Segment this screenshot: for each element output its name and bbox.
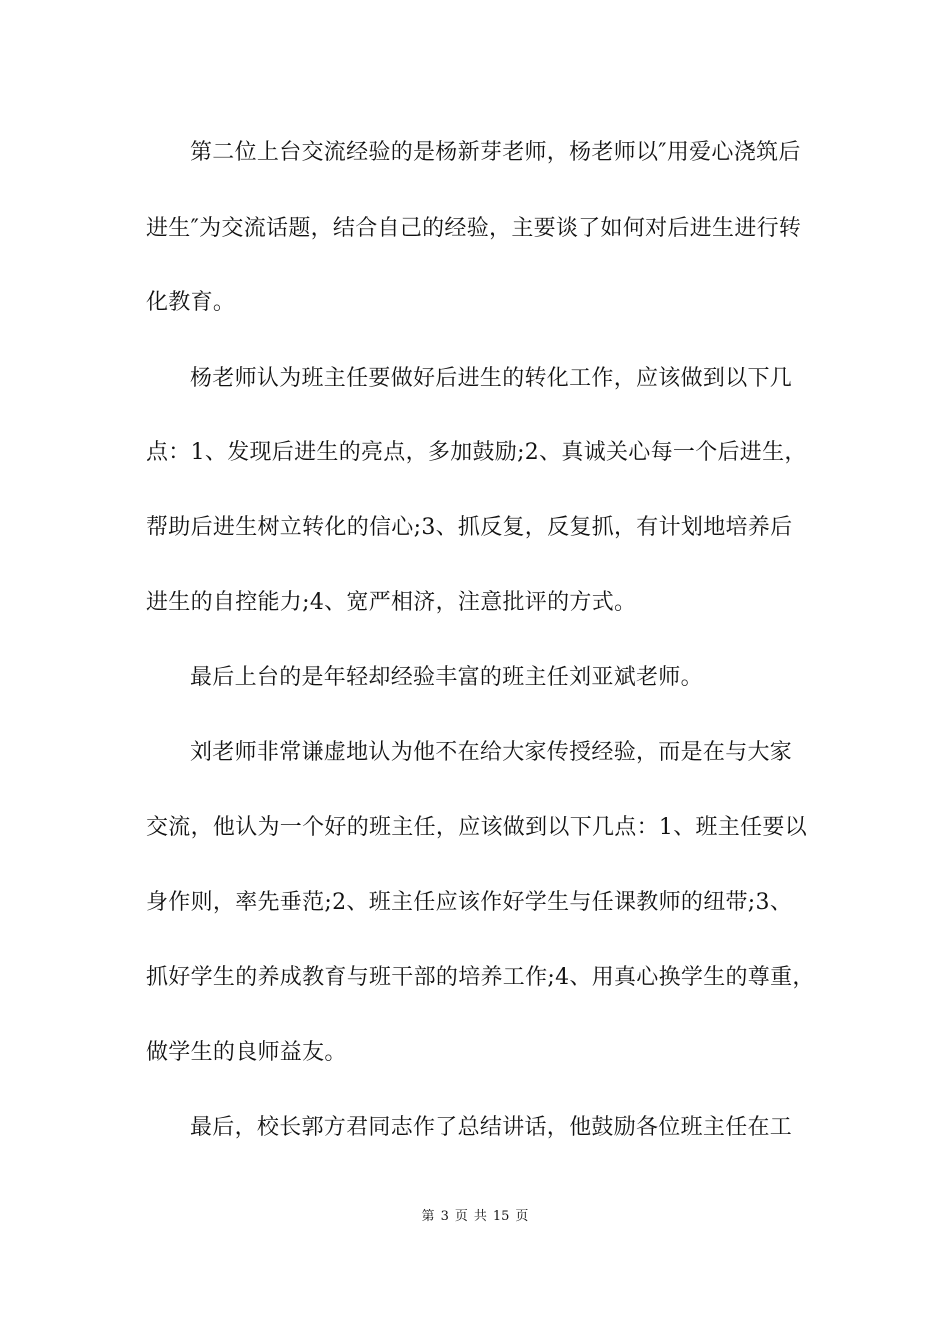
footer-total-pages: 15: [492, 1209, 510, 1224]
paragraph-5-line-1: 最后，校长郭方君同志作了总结讲话，他鼓励各位班主任在工: [190, 1115, 793, 1140]
paragraph-3-line-1: 最后上台的是年轻却经验丰富的班主任刘亚斌老师。: [190, 665, 703, 690]
footer-label-page: 页: [454, 1209, 468, 1224]
paragraph-4-line-3: 身作则，率先垂范;2、班主任应该作好学生与任课教师的纽带;3、: [146, 890, 793, 915]
paragraph-4-line-4: 抓好学生的养成教育与班干部的培养工作;4、用真心换学生的尊重，: [146, 965, 815, 990]
footer-label-prefix: 第: [421, 1209, 435, 1224]
paragraph-1-line-1: 第二位上台交流经验的是杨新芽老师，杨老师以″用爱心浇筑后: [190, 140, 801, 165]
paragraph-4-line-5: 做学生的良师益友。: [146, 1040, 347, 1065]
page-footer: [0, 1209, 950, 1225]
paragraph-2-line-3: 帮助后进生树立转化的信心;3、抓反复，反复抓，有计划地培养后: [146, 515, 793, 540]
paragraph-2-line-2: 点：1、发现后进生的亮点，多加鼓励;2、真诚关心每一个后进生，: [146, 440, 807, 465]
paragraph-1-line-2: 进生″为交流话题，结合自己的经验，主要谈了如何对后进生进行转: [146, 216, 802, 241]
paragraph-4-line-2: 交流，他认为一个好的班主任，应该做到以下几点：1、班主任要以: [146, 815, 807, 840]
paragraph-2-line-1: 杨老师认为班主任要做好后进生的转化工作，应该做到以下几: [190, 366, 793, 391]
paragraph-4-line-1: 刘老师非常谦虚地认为他不在给大家传授经验，而是在与大家: [190, 740, 793, 765]
paragraph-2-line-4: 进生的自控能力;4、宽严相济，注意批评的方式。: [146, 590, 637, 615]
footer-label-total-suffix: 页: [515, 1209, 529, 1224]
footer-current-page: 3: [440, 1209, 449, 1224]
footer-label-total-prefix: 共: [473, 1209, 487, 1224]
paragraph-1-line-3: 化教育。: [146, 290, 236, 315]
